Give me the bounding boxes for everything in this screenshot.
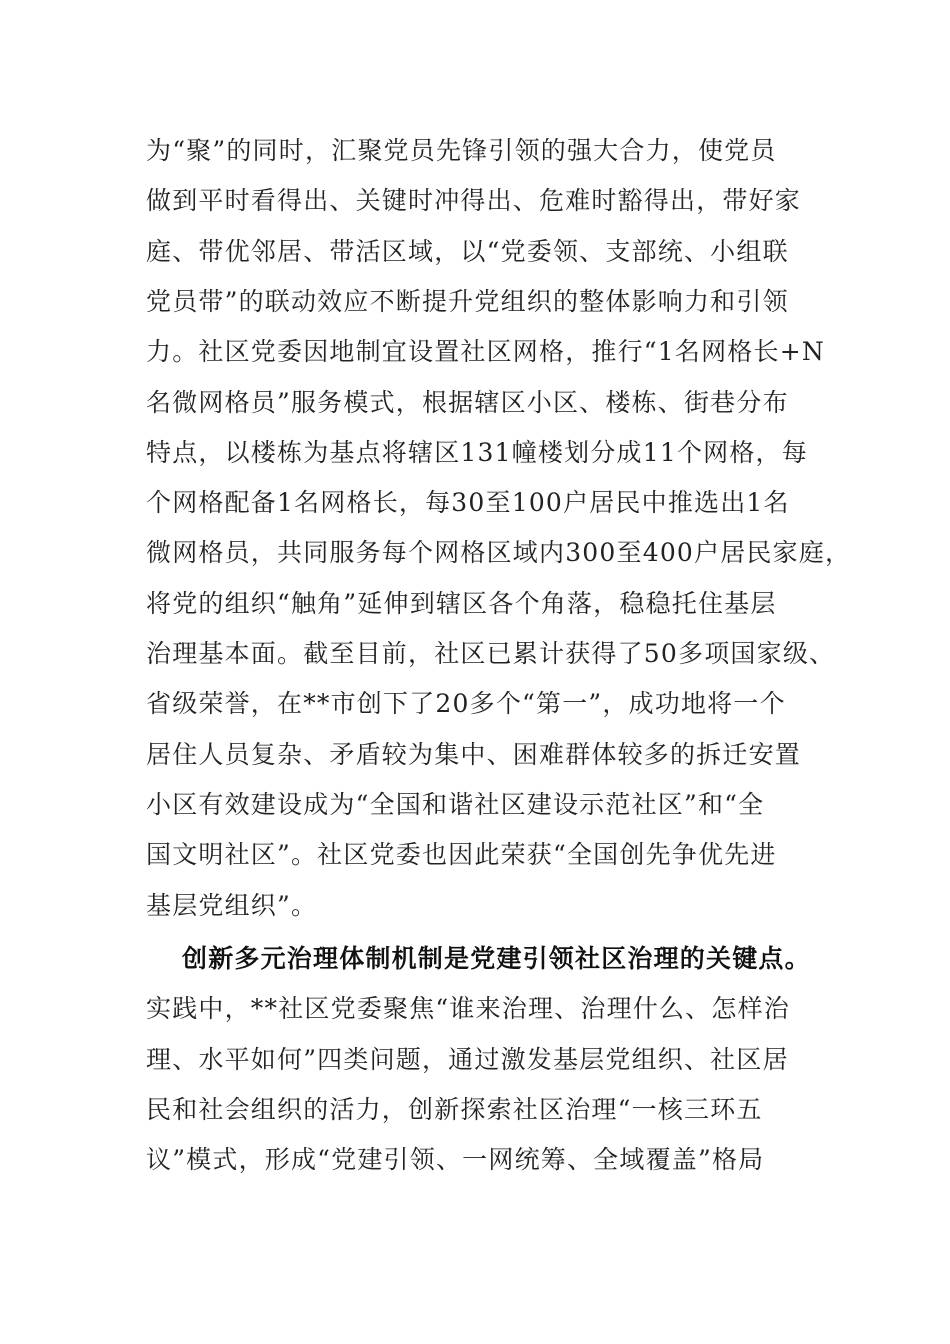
text-line: 省级荣誉，在**市创下了20多个“第一”，成功地将一个	[146, 689, 786, 719]
text-line: 党员带”的联动效应不断提升党组织的整体影响力和引领	[146, 286, 789, 316]
text-line: 特点，以楼栋为基点将辖区131幢楼划分成11个网格，每	[146, 437, 808, 467]
text-line: 民和社会组织的活力，创新探索社区治理“一核三环五	[146, 1094, 763, 1124]
text-line: 理、水平如何”四类问题，通过激发基层党组织、社区居	[146, 1044, 789, 1074]
text-line: 微网格员，共同服务每个网格区域内300至400户居民家庭，	[146, 538, 852, 568]
text-line: 小区有效建设成为“全国和谐社区建设示范社区”和“全	[146, 789, 765, 819]
text-line: 治理基本面。截至目前，社区已累计获得了50多项国家级、	[146, 639, 836, 668]
text-line: 做到平时看得出、关键时冲得出、危难时豁得出，带好家	[146, 186, 802, 216]
text-line: 议”模式，形成“党建引领、一网统筹、全域覆盖”格局	[146, 1145, 765, 1175]
text-line: 基层党组织”。	[146, 890, 318, 920]
text-line: 力。社区党委因地制宜设置社区网格，推行“1名网格长+N	[146, 337, 825, 367]
text-line: 为“聚”的同时，汇聚党员先锋引领的强大合力，使党员	[146, 136, 777, 165]
text-line: 实践中，**社区党委聚焦“谁来治理、治理什么、怎样治	[146, 994, 790, 1024]
text-line: 庭、带优邻居、带活区域，以“党委领、支部统、小组联	[146, 236, 789, 266]
text-line: 国文明社区”。社区党委也因此荣获“全国创先争优先进	[146, 840, 777, 870]
text-line: 个网格配备1名网格长，每30至100户居民中推选出1名	[146, 488, 790, 518]
text-line: 将党的组织“触角”延伸到辖区各个角落，稳稳托住基层	[146, 588, 777, 618]
text-line: 居住人员复杂、矛盾较为集中、困难群体较多的拆迁安置	[146, 739, 802, 769]
paragraph-heading: 创新多元治理体制机制是党建引领社区治理的关键点。	[182, 944, 811, 973]
text-line: 名微网格员”服务模式，根据辖区小区、楼栋、街巷分布	[146, 387, 789, 417]
